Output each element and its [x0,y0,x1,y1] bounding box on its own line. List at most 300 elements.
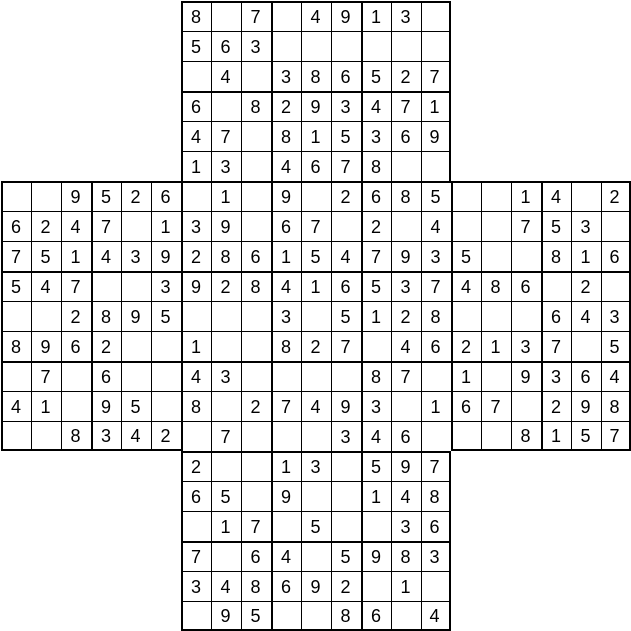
cell-digit: 4 [609,367,620,387]
sudoku-cell-given [301,61,331,91]
sudoku-cell-given [301,511,331,541]
cell-digit: 6 [280,216,291,237]
sudoku-cell-given [121,391,151,421]
sudoku-cell-given [241,1,271,31]
cell-digit: 3 [280,306,291,327]
sudoku-cell-empty[interactable] [61,391,91,421]
cell-digit: 4 [220,576,231,597]
sudoku-cell-empty[interactable] [301,301,331,331]
sudoku-cell-given [301,331,331,361]
sudoku-cell-empty[interactable] [151,331,181,361]
sudoku-cell-given [541,331,571,361]
cell-digit: 4 [370,97,381,117]
sudoku-cell-empty[interactable] [481,301,511,331]
sudoku-cell-given [211,181,241,211]
cell-digit: 7 [430,277,441,297]
sudoku-cell-given [1,241,31,271]
sudoku-cell-given [421,601,451,631]
cell-digit: 1 [280,246,291,267]
sudoku-cell-given [61,421,91,451]
sudoku-cell-given [211,151,241,181]
sudoku-cell-given [331,151,361,181]
sudoku-cell-given [151,181,181,211]
cell-digit: 4 [429,605,440,626]
cell-digit: 8 [430,306,441,327]
cell-digit: 3 [400,516,411,537]
sudoku-cell-given [331,601,361,631]
cell-digit: 6 [550,306,561,327]
cell-digit: 5 [340,547,351,567]
sudoku-cell-empty[interactable] [331,361,361,391]
sudoku-cell-given [511,181,541,211]
sudoku-cell-empty[interactable] [301,361,331,391]
sudoku-cell-given [271,451,301,481]
cell-digit: 9 [400,457,411,477]
sudoku-cell-given [331,391,361,421]
cell-digit: 3 [280,66,291,87]
sudoku-cell-empty[interactable] [1,421,31,451]
sudoku-cell-empty[interactable] [391,31,421,61]
sudoku-cell-given [181,211,211,241]
sudoku-cell-empty[interactable] [241,301,271,331]
cell-digit: 2 [340,187,351,207]
sudoku-cell-empty[interactable] [1,181,31,211]
sudoku-cell-empty[interactable] [421,151,451,181]
cell-digit: 5 [250,605,261,626]
sudoku-cell-empty[interactable] [91,271,121,301]
sudoku-cell-empty[interactable] [271,421,301,451]
sudoku-cell-empty[interactable] [481,421,511,451]
sudoku-cell-empty[interactable] [301,541,331,571]
sudoku-cell-empty[interactable] [241,361,271,391]
sudoku-cell-empty[interactable] [391,211,421,241]
sudoku-cell-empty[interactable] [301,601,331,631]
cell-digit: 3 [190,576,201,597]
sudoku-cell-given [211,241,241,271]
sudoku-cell-given [301,391,331,421]
sudoku-cell-given [601,181,631,211]
cell-digit: 7 [250,516,261,537]
cell-digit: 6 [190,486,201,507]
cell-digit: 6 [340,66,351,87]
cell-digit: 6 [10,216,21,237]
sudoku-cell-given [271,541,301,571]
sudoku-cell-given [211,601,241,631]
sudoku-cell-given [361,271,391,301]
cell-digit: 1 [40,396,51,417]
sudoku-cell-given [91,331,121,361]
sudoku-cell-empty[interactable] [241,181,271,211]
sudoku-cell-given [91,361,121,391]
sudoku-cell-given [301,211,331,241]
cell-digit: 7 [340,336,351,357]
sudoku-cell-given [31,241,61,271]
sudoku-cell-empty[interactable] [31,301,61,331]
cell-digit: 5 [370,457,381,477]
cell-digit: 5 [130,396,141,417]
sudoku-cell-given [121,181,151,211]
cell-digit: 7 [550,336,561,357]
sudoku-cell-empty[interactable] [211,541,241,571]
sudoku-cell-empty[interactable] [601,271,631,301]
cell-digit: 3 [220,156,231,177]
sudoku-cell-given [421,511,451,541]
sudoku-cell-given [181,151,211,181]
cell-digit: 7 [280,396,291,417]
cell-digit: 2 [220,277,231,297]
sudoku-cell-given [361,541,391,571]
sudoku-cell-given [211,61,241,91]
cell-digit: 2 [400,66,411,87]
cell-digit: 1 [550,425,561,446]
sudoku-cell-empty[interactable] [301,31,331,61]
cell-digit: 7 [250,7,261,27]
sudoku-cell-given [361,601,391,631]
sudoku-cell-given [271,151,301,181]
sudoku-cell-empty[interactable] [121,331,151,361]
sudoku-cell-given [571,241,601,271]
cell-digit: 6 [160,187,171,207]
cell-digit: 5 [609,336,620,357]
sudoku-cell-given [541,241,571,271]
sudoku-cell-given [211,31,241,61]
sudoku-cell-empty[interactable] [511,391,541,421]
sudoku-cell-given [61,301,91,331]
cell-digit: 3 [430,246,441,267]
sudoku-cell-given [31,391,61,421]
sudoku-cell-given [541,301,571,331]
sudoku-cell-empty[interactable] [481,181,511,211]
sudoku-cell-given [151,301,181,331]
cell-digit: 4 [580,306,591,327]
sudoku-cell-given [391,121,421,151]
sudoku-cell-given [361,421,391,451]
sudoku-cell-given [91,211,121,241]
sudoku-cell-empty[interactable] [211,301,241,331]
sudoku-cell-given [391,331,421,361]
sudoku-cell-empty[interactable] [331,451,361,481]
sudoku-cell-empty[interactable] [181,181,211,211]
cell-digit: 9 [70,187,81,207]
cell-digit: 2 [160,425,171,446]
sudoku-cell-empty[interactable] [301,421,331,451]
sudoku-cell-given [61,181,91,211]
sudoku-cell-empty[interactable] [391,601,421,631]
sudoku-cell-given [391,421,421,451]
cell-digit: 8 [340,605,351,626]
cell-digit: 2 [460,336,471,357]
sudoku-cell-given [361,1,391,31]
sudoku-cell-given [241,601,271,631]
sudoku-cell-empty[interactable] [301,181,331,211]
cell-digit: 5 [10,277,21,297]
sudoku-cell-given [181,1,211,31]
sudoku-cell-empty[interactable] [181,511,211,541]
cell-digit: 4 [430,216,441,237]
sudoku-cell-given [181,361,211,391]
cell-digit: 4 [310,7,321,27]
cell-digit: 8 [370,367,381,387]
sudoku-cell-given [421,301,451,331]
sudoku-cell-given [211,271,241,301]
cell-digit: 4 [100,246,111,267]
sudoku-cell-empty[interactable] [451,181,481,211]
cell-digit: 3 [429,547,440,567]
sudoku-cell-given [241,241,271,271]
cell-digit: 3 [310,457,321,477]
sudoku-cell-empty[interactable] [211,331,241,361]
sudoku-cell-given [211,211,241,241]
sudoku-cell-empty[interactable] [241,331,271,361]
cell-digit: 3 [370,126,381,147]
sudoku-cell-empty[interactable] [421,1,451,31]
cell-digit: 1 [220,187,231,207]
cell-digit: 1 [460,367,471,387]
sudoku-cell-empty[interactable] [571,331,601,361]
sudoku-cell-empty[interactable] [271,1,301,31]
sudoku-cell-given [331,421,361,451]
sudoku-cell-given [331,241,361,271]
cell-digit: 4 [40,277,51,297]
cell-digit: 9 [100,396,111,417]
sudoku-cell-empty[interactable] [181,601,211,631]
cell-digit: 7 [100,216,111,237]
sudoku-cell-empty[interactable] [271,601,301,631]
sudoku-cell-given [271,211,301,241]
sudoku-cell-given [601,241,631,271]
sudoku-cell-empty[interactable] [511,301,541,331]
cell-digit: 2 [70,306,81,327]
sudoku-cell-empty[interactable] [241,421,271,451]
sudoku-cell-given [91,391,121,421]
cell-digit: 4 [550,187,561,207]
sudoku-cell-given [361,91,391,121]
sudoku-cell-given [421,121,451,151]
sudoku-cell-given [391,91,421,121]
cell-digit: 4 [340,246,351,267]
cell-digit: 9 [130,306,141,327]
sudoku-cell-given [91,241,121,271]
cell-digit: 7 [429,457,440,477]
cell-digit: 3 [130,246,141,267]
sudoku-cell-given [211,481,241,511]
sudoku-cell-empty[interactable] [121,361,151,391]
sudoku-cell-empty[interactable] [541,271,571,301]
cell-digit: 8 [250,97,261,117]
sudoku-cell-given [271,481,301,511]
sudoku-cell-given [331,301,361,331]
sudoku-cell-given [391,541,421,571]
sudoku-cell-given [1,391,31,421]
cell-digit: 3 [400,277,411,297]
sudoku-cell-given [211,361,241,391]
sudoku-cell-empty[interactable] [331,211,361,241]
cell-digit: 7 [70,277,81,297]
cell-digit: 7 [370,246,381,267]
sudoku-cell-empty[interactable] [271,31,301,61]
sudoku-cell-empty[interactable] [601,211,631,241]
cell-digit: 6 [609,246,620,267]
sudoku-cell-given [1,331,31,361]
sudoku-cell-given [181,91,211,121]
sudoku-cell-given [61,331,91,361]
sudoku-cell-empty[interactable] [391,391,421,421]
cell-digit: 1 [280,457,291,477]
sudoku-cell-empty[interactable] [511,241,541,271]
cell-digit: 1 [580,246,591,267]
sudoku-cell-given [391,271,421,301]
sudoku-cell-empty[interactable] [241,481,271,511]
cell-digit: 1 [70,246,81,267]
sudoku-cell-empty[interactable] [481,361,511,391]
sudoku-cell-given [481,271,511,301]
sudoku-cell-given [241,571,271,601]
cell-digit: 1 [310,126,321,147]
sudoku-cell-empty[interactable] [181,421,211,451]
sudoku-cell-empty[interactable] [361,31,391,61]
cell-digit: 3 [160,277,171,297]
sudoku-cell-given [1,271,31,301]
sudoku-cell-given [421,451,451,481]
cell-digit: 4 [10,396,21,417]
sudoku-cell-empty[interactable] [241,451,271,481]
sudoku-cell-given [361,301,391,331]
sudoku-cell-given [421,271,451,301]
sudoku-cell-empty[interactable] [181,301,211,331]
sudoku-cell-empty[interactable] [211,91,241,121]
sudoku-cell-empty[interactable] [1,361,31,391]
sudoku-cell-given [391,571,421,601]
sudoku-cell-empty[interactable] [331,31,361,61]
sudoku-cell-empty[interactable] [241,211,271,241]
cell-digit: 6 [400,426,411,447]
cell-digit: 6 [370,187,381,207]
sudoku-cell-empty[interactable] [421,421,451,451]
sudoku-cell-empty[interactable] [361,571,391,601]
cell-digit: 4 [190,367,201,387]
sudoku-cell-empty[interactable] [31,181,61,211]
sudoku-cell-empty[interactable] [211,391,241,421]
cell-digit: 2 [190,246,201,267]
cell-digit: 7 [400,97,411,117]
cell-digit: 1 [400,576,411,597]
sudoku-cell-given [361,211,391,241]
sudoku-cell-empty[interactable] [571,181,601,211]
sudoku-cell-empty[interactable] [451,301,481,331]
sudoku-cell-given [241,271,271,301]
cell-digit: 5 [220,486,231,507]
cell-digit: 4 [280,156,291,177]
sudoku-cell-empty[interactable] [331,481,361,511]
cell-digit: 7 [429,66,440,87]
sudoku-cell-given [241,31,271,61]
sudoku-cell-given [391,241,421,271]
cell-digit: 8 [429,486,440,507]
sudoku-cell-empty[interactable] [361,331,391,361]
cell-digit: 2 [130,187,141,207]
sudoku-cell-empty[interactable] [1,301,31,331]
sudoku-cell-empty[interactable] [241,61,271,91]
cell-digit: 2 [400,306,411,327]
cell-digit: 3 [100,425,111,446]
cell-digit: 3 [340,97,351,117]
sudoku-cell-empty[interactable] [211,451,241,481]
cell-digit: 4 [70,216,81,237]
sudoku-cell-given [331,541,361,571]
sudoku-cell-empty[interactable] [451,211,481,241]
sudoku-cell-empty[interactable] [271,361,301,391]
cell-digit: 7 [400,367,411,387]
sudoku-cell-empty[interactable] [331,511,361,541]
sudoku-cell-empty[interactable] [451,421,481,451]
sudoku-cell-given [241,511,271,541]
cell-digit: 6 [400,126,411,147]
sudoku-cell-empty[interactable] [481,241,511,271]
sudoku-cell-empty[interactable] [121,211,151,241]
sudoku-cell-given [271,121,301,151]
sudoku-cell-given [1,211,31,241]
sudoku-cell-given [31,271,61,301]
sudoku-cell-given [121,301,151,331]
cell-digit: 9 [310,576,321,597]
sudoku-cell-empty[interactable] [421,31,451,61]
sudoku-cell-empty[interactable] [241,151,271,181]
sudoku-cell-empty[interactable] [421,361,451,391]
sudoku-cell-empty[interactable] [481,211,511,241]
sudoku-cell-empty[interactable] [61,361,91,391]
cell-digit: 6 [250,246,261,267]
sudoku-cell-given [181,481,211,511]
cell-digit: 4 [400,486,411,507]
cell-digit: 3 [250,36,261,57]
sudoku-cell-given [481,391,511,421]
sudoku-cell-empty[interactable] [151,361,181,391]
cell-digit: 4 [460,277,471,297]
cell-digit: 6 [250,547,261,567]
sudoku-cell-empty[interactable] [391,151,421,181]
sudoku-cell-given [361,151,391,181]
sudoku-cell-empty[interactable] [31,421,61,451]
sudoku-cell-given [451,331,481,361]
sudoku-cell-given [361,181,391,211]
sudoku-cell-empty[interactable] [301,481,331,511]
sudoku-cell-empty[interactable] [151,391,181,421]
sudoku-cell-given [301,91,331,121]
cell-digit: 5 [310,516,321,537]
sudoku-cell-given [331,331,361,361]
cell-digit: 8 [280,126,291,147]
cell-digit: 6 [100,367,111,387]
sudoku-cell-empty[interactable] [271,511,301,541]
cell-digit: 2 [580,277,591,297]
cell-digit: 5 [310,246,321,267]
cell-digit: 4 [310,396,321,417]
sudoku-cell-given [241,391,271,421]
sudoku-cell-given [361,451,391,481]
sudoku-cell-empty[interactable] [241,121,271,151]
sudoku-cell-empty[interactable] [121,271,151,301]
cell-digit: 5 [340,126,351,147]
sudoku-cell-given [241,91,271,121]
sudoku-cell-empty[interactable] [421,571,451,601]
sudoku-cell-empty[interactable] [211,1,241,31]
sudoku-cell-given [301,451,331,481]
sudoku-cell-empty[interactable] [361,511,391,541]
sudoku-cell-empty[interactable] [181,61,211,91]
sudoku-cell-given [271,61,301,91]
sudoku-cell-given [601,391,631,421]
sudoku-cell-given [391,511,421,541]
